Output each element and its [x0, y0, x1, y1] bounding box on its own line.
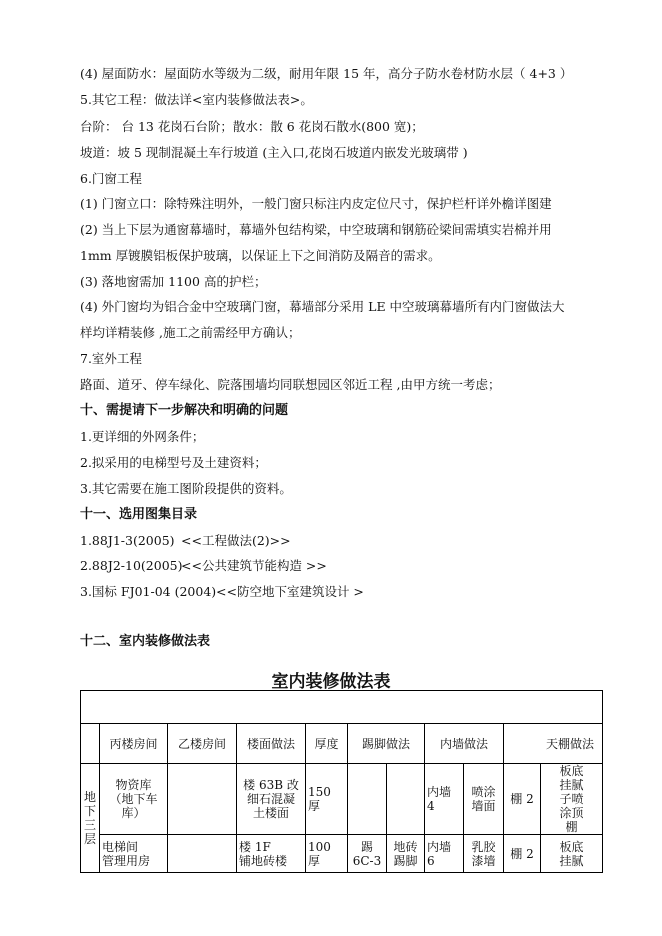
roof-waterproof-text: (4) 屋面防水：屋面防水等级为二级，耐用年限 15 年，高分子防水卷材防水层（ 4+3 ）	[80, 66, 573, 81]
thickness-cell: 100 厚	[306, 835, 348, 873]
section-10-item: 3.其它需要在施工图阶段提供的资料。	[80, 481, 292, 496]
header-cell: 天棚做法	[504, 724, 603, 764]
atlas-item-1	[80, 533, 291, 549]
ceiling-cell: 棚 2	[504, 764, 541, 835]
atlas-code: 1.88J1-3(2005)	[80, 533, 175, 548]
decoration-table	[80, 690, 603, 873]
door-item-4: (4) 外门窗均为铝合金中空玻璃门窗，幕墙部分采用 LE 中空玻璃幕墙所有内门窗做法大	[80, 299, 565, 314]
ceiling-cell: 板底 挂腻 子喷 涂顶 棚	[541, 764, 603, 835]
header-cell: 乙楼房间	[168, 724, 237, 764]
exterior-heading: 7.室外工程	[80, 351, 142, 366]
ramp-text: 坡道：坡 5 现制混凝土车行坡道 (主入口,花岗石坡道内嵌发光玻璃带 )	[80, 145, 468, 160]
header-cell: 丙楼房间	[100, 724, 168, 764]
ceiling-cell: 板底 挂腻	[541, 835, 603, 873]
wall-cell: 内墙 4	[425, 764, 464, 835]
kick-cell	[348, 764, 387, 835]
section-10-item: 1.更详细的外网条件；	[80, 429, 205, 444]
atlas-name: <<防空地下室建筑设计 >	[216, 584, 364, 599]
atlas-code: 2.88J2-10(2005)	[80, 558, 183, 573]
kick-cell: 踢 6C-3	[348, 835, 387, 873]
thickness-cell: 150 厚	[306, 764, 348, 835]
room-b-cell	[168, 835, 237, 873]
wall-cell: 喷涂 墙面	[464, 764, 504, 835]
door-item-2-cont: 1mm 厚镀膜铝板保护玻璃，以保证上下之间消防及隔音的需求。	[80, 248, 441, 263]
floor-method-cell: 楼 1F 铺地砖楼	[237, 835, 306, 873]
section-12-heading: 十二、室内装修做法表	[80, 634, 211, 649]
room-b-cell	[168, 764, 237, 835]
room-c-cell: 电梯间 管理用房	[100, 835, 168, 873]
atlas-item-3	[80, 584, 364, 600]
atlas-item-2	[80, 558, 327, 574]
exterior-text: 路面、道牙、停车绿化、院落围墙均同联想园区邻近工程 ,由甲方统一考虑；	[80, 377, 501, 392]
door-item-4-cont: 样均详精装修 ,施工之前需经甲方确认；	[80, 325, 301, 340]
header-cell: 踢脚做法	[348, 724, 425, 764]
floor-label-cell: 地 下 三 层	[81, 764, 100, 873]
table-header-row	[81, 724, 603, 764]
table-title: 室内装修做法表	[271, 672, 391, 692]
floor-method-cell: 楼 63B 改 细石混凝 土楼面	[237, 764, 306, 835]
section-10-item: 2.拟采用的电梯型号及土建资料；	[80, 455, 267, 470]
wall-cell: 乳胶 漆墙	[464, 835, 504, 873]
atlas-code: 3.国标 FJ01-04 (2004)	[80, 584, 217, 599]
header-cell: 厚度	[306, 724, 348, 764]
door-item-2: (2) 当上下层为通窗幕墙时，幕墙外包结构梁，中空玻璃和钢筋砼梁间需填实岩棉并用	[80, 222, 552, 237]
header-cell: 楼面做法	[237, 724, 306, 764]
header-cell: 内墙做法	[425, 724, 504, 764]
table-row	[81, 764, 603, 835]
room-c-cell: 物资库 （地下车 库）	[100, 764, 168, 835]
doors-windows-heading: 6.门窗工程	[80, 171, 142, 186]
ceiling-cell: 棚 2	[504, 835, 541, 873]
other-works-text: 5.其它工程：做法详<室内装修做法表>。	[80, 92, 313, 107]
section-11-heading: 十一、选用图集目录	[80, 507, 198, 522]
wall-cell: 内墙 6	[425, 835, 464, 873]
atlas-name: <<工程做法(2)>>	[181, 533, 291, 548]
table-blank-row	[81, 691, 603, 724]
atlas-name: <<公共建筑节能构造 >>	[181, 558, 327, 573]
table-row	[81, 835, 603, 873]
blank-cell	[81, 691, 603, 724]
door-item-3: (3) 落地窗需加 1100 高的护栏；	[80, 274, 267, 289]
section-10-heading: 十、需提请下一步解决和明确的问题	[80, 403, 289, 418]
header-cell	[81, 724, 100, 764]
kick-cell: 地砖 踢脚	[387, 835, 425, 873]
door-item-1: (1) 门窗立口：除特殊注明外，一般门窗只标注内皮定位尺寸，保护栏杆详外檐详图建	[80, 196, 552, 211]
kick-cell	[387, 764, 425, 835]
steps-text: 台阶： 台 13 花岗石台阶；散水：散 6 花岗石散水(800 宽)；	[80, 119, 424, 134]
